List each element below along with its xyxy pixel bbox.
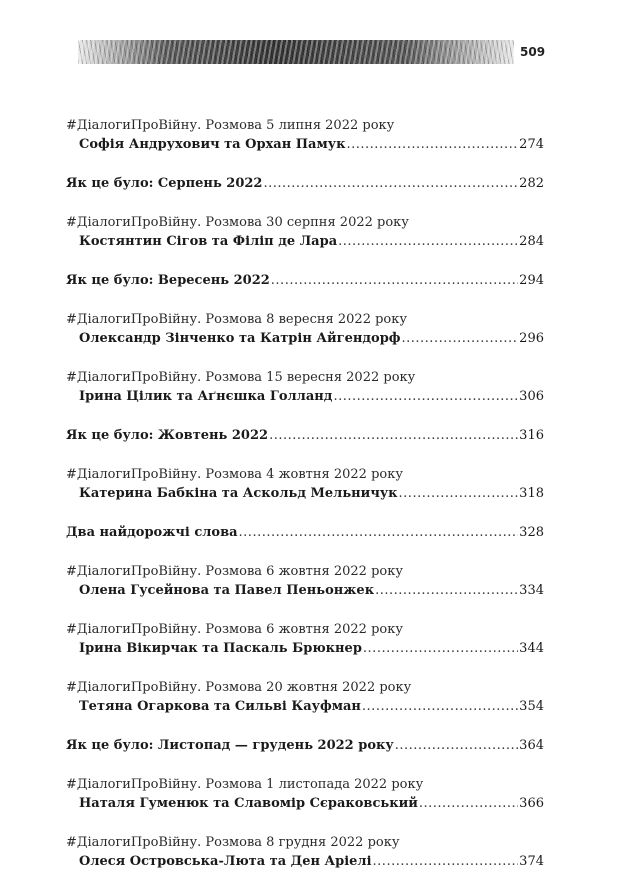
toc-entry xyxy=(66,620,544,658)
toc-entry-label: Олеся Островська-Люта та Ден Аріелі xyxy=(79,854,372,869)
dot-leader xyxy=(263,174,518,193)
toc-entry xyxy=(66,174,544,193)
toc-entry-page-number: 306 xyxy=(519,389,544,404)
toc-entry xyxy=(66,775,544,813)
dot-leader xyxy=(375,581,518,600)
toc-entry xyxy=(66,116,544,154)
entry-spacer xyxy=(66,290,544,310)
dot-leader xyxy=(399,484,519,503)
entry-spacer xyxy=(66,813,544,833)
dot-leader xyxy=(239,523,519,542)
header-decorative-band xyxy=(78,40,514,64)
toc-entry-page-number: 344 xyxy=(519,641,544,656)
toc-entry xyxy=(66,426,544,445)
dot-leader xyxy=(271,271,518,290)
entry-spacer xyxy=(66,406,544,426)
entry-spacer xyxy=(66,348,544,368)
table-of-contents xyxy=(66,116,544,871)
dot-leader xyxy=(363,639,518,658)
toc-entry-page-number: 374 xyxy=(519,854,544,869)
toc-entry-label: Як це було: Жовтень 2022 xyxy=(66,428,269,443)
toc-entry-series-title: #ДіалогиПроВійну. Розмова 15 вересня 2022 року xyxy=(66,370,416,385)
dot-leader xyxy=(419,794,518,813)
toc-entry-page-number: 328 xyxy=(519,525,544,540)
toc-entry-label: Наталя Гуменюк та Славомір Сєраковський xyxy=(79,796,418,811)
entry-spacer xyxy=(66,600,544,620)
toc-entry-label: Тетяна Огаркова та Сильві Кауфман xyxy=(79,699,361,714)
toc-entry-page-number: 284 xyxy=(519,234,544,249)
dot-leader xyxy=(373,852,519,871)
dot-leader xyxy=(395,736,518,755)
toc-entry-line[interactable] xyxy=(66,135,544,154)
toc-entry-page-number: 318 xyxy=(519,486,544,501)
toc-entry-line[interactable] xyxy=(66,426,544,445)
entry-spacer xyxy=(66,755,544,775)
dot-leader xyxy=(402,329,519,348)
toc-entry-line[interactable] xyxy=(66,329,544,348)
toc-entry-label: Олександр Зінченко та Катрін Айгендорф xyxy=(79,331,401,346)
entry-spacer xyxy=(66,445,544,465)
toc-entry-series-title: #ДіалогиПроВійну. Розмова 20 жовтня 2022 року xyxy=(66,680,412,695)
toc-entry xyxy=(66,465,544,503)
toc-entry-series-title: #ДіалогиПроВійну. Розмова 5 липня 2022 року xyxy=(66,118,395,133)
toc-entry xyxy=(66,523,544,542)
toc-entry-line[interactable] xyxy=(66,484,544,503)
toc-entry xyxy=(66,736,544,755)
dot-leader xyxy=(269,426,518,445)
toc-entry-line[interactable] xyxy=(66,736,544,755)
dot-leader xyxy=(362,697,518,716)
toc-entry-label: Як це було: Серпень 2022 xyxy=(66,176,263,191)
toc-entry xyxy=(66,271,544,290)
toc-entry-label: Софія Андрухович та Орхан Памук xyxy=(79,137,346,152)
toc-entry-page-number: 294 xyxy=(519,273,544,288)
toc-entry-label: Як це було: Листопад — грудень 2022 року xyxy=(66,738,394,753)
toc-entry-line[interactable] xyxy=(66,697,544,716)
dot-leader xyxy=(338,232,518,251)
toc-entry-page-number: 334 xyxy=(519,583,544,598)
toc-entry-page-number: 316 xyxy=(519,428,544,443)
entry-spacer xyxy=(66,716,544,736)
toc-entry-series-title: #ДіалогиПроВійну. Розмова 1 листопада 2022 року xyxy=(66,777,424,792)
toc-entry-page-number: 274 xyxy=(519,137,544,152)
toc-entry-line[interactable] xyxy=(66,174,544,193)
toc-entry-label: Костянтин Сігов та Філіп де Лара xyxy=(79,234,338,249)
toc-entry-label: Ірина Вікирчак та Паскаль Брюкнер xyxy=(79,641,362,656)
toc-entry-line[interactable] xyxy=(66,271,544,290)
toc-entry-line[interactable] xyxy=(66,852,544,871)
entry-spacer xyxy=(66,251,544,271)
toc-entry-label: Катерина Бабкіна та Аскольд Мельничук xyxy=(79,486,398,501)
entry-spacer xyxy=(66,542,544,562)
toc-entry xyxy=(66,368,544,406)
dot-leader xyxy=(333,387,518,406)
toc-entry-line[interactable] xyxy=(66,523,544,542)
toc-entry-line[interactable] xyxy=(66,639,544,658)
toc-entry-label: Два найдорожчі слова xyxy=(66,525,238,540)
toc-entry xyxy=(66,310,544,348)
toc-entry-line[interactable] xyxy=(66,794,544,813)
entry-spacer xyxy=(66,503,544,523)
entry-spacer xyxy=(66,658,544,678)
toc-entry-label: Ірина Цілик та Аґнєшка Голланд xyxy=(79,389,333,404)
toc-entry-line[interactable] xyxy=(66,581,544,600)
toc-entry-series-title: #ДіалогиПроВійну. Розмова 30 серпня 2022 року xyxy=(66,215,409,230)
toc-entry xyxy=(66,213,544,251)
toc-entry xyxy=(66,562,544,600)
toc-entry xyxy=(66,678,544,716)
toc-entry-page-number: 354 xyxy=(519,699,544,714)
toc-entry-series-title: #ДіалогиПроВійну. Розмова 6 жовтня 2022 року xyxy=(66,622,404,637)
toc-entry-line[interactable] xyxy=(66,232,544,251)
toc-entry-page-number: 296 xyxy=(519,331,544,346)
toc-entry-line[interactable] xyxy=(66,387,544,406)
entry-spacer xyxy=(66,193,544,213)
toc-entry-series-title: #ДіалогиПроВійну. Розмова 6 жовтня 2022 року xyxy=(66,564,404,579)
toc-entry-page-number: 366 xyxy=(519,796,544,811)
toc-entry xyxy=(66,833,544,871)
toc-entry-series-title: #ДіалогиПроВійну. Розмова 4 жовтня 2022 року xyxy=(66,467,404,482)
toc-entry-series-title: #ДіалогиПроВійну. Розмова 8 вересня 2022 року xyxy=(66,312,408,327)
toc-entry-page-number: 282 xyxy=(519,176,544,191)
toc-entry-series-title: #ДіалогиПроВійну. Розмова 8 грудня 2022 року xyxy=(66,835,400,850)
toc-entry-label: Як це було: Вересень 2022 xyxy=(66,273,270,288)
toc-entry-page-number: 364 xyxy=(519,738,544,753)
entry-spacer xyxy=(66,154,544,174)
toc-entry-label: Олена Гусейнова та Павел Пеньонжек xyxy=(79,583,375,598)
dot-leader xyxy=(346,135,518,154)
page-number: 509 xyxy=(520,45,546,59)
